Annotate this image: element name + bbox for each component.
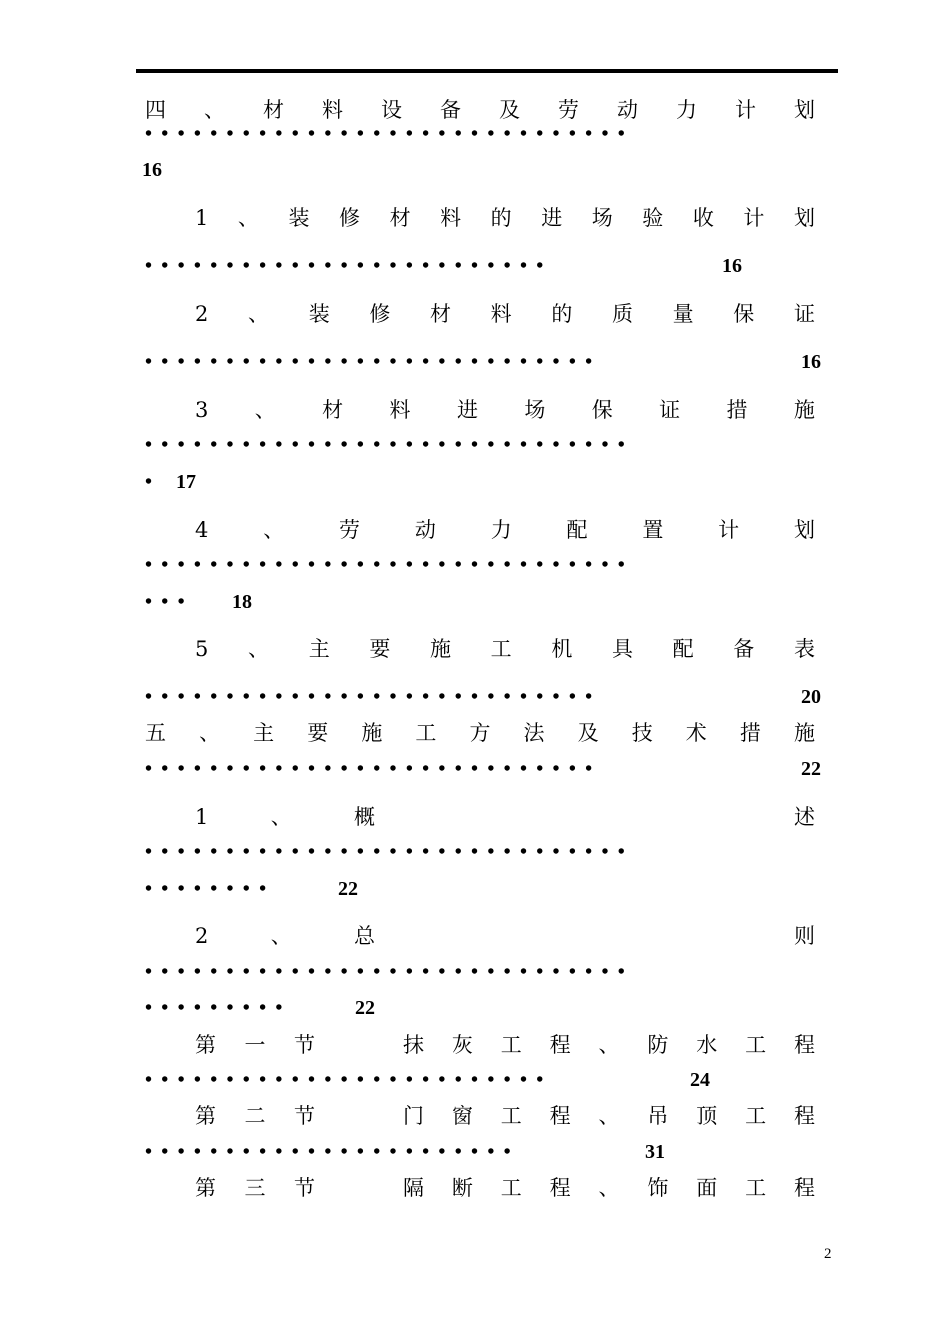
toc-entry-title: 第 一 节 抹 灰 工 程 、 防 水 工 程: [195, 1033, 815, 1057]
toc-entry-title: 四 、 材 料 设 备 及 劳 动 力 计 划: [145, 98, 815, 122]
toc-page-number: 31: [645, 1141, 665, 1163]
toc-leader-dots: •••••••••••••••••••••••••: [145, 255, 553, 277]
toc-entry-title: 1 、 装 修 材 料 的 进 场 验 收 计 划: [195, 206, 815, 230]
toc-leader-dots-continued: •••••••••: [145, 997, 292, 1019]
toc-entry-title: 2 、 装 修 材 料 的 质 量 保 证: [195, 302, 815, 326]
toc-entry-title: 第 三 节 隔 断 工 程 、 饰 面 工 程: [195, 1176, 815, 1200]
toc-leader-dots-continued: ••••••••: [145, 878, 276, 900]
toc-leader-dots: ••••••••••••••••••••••••••••••: [145, 123, 635, 145]
toc-entry-title: 2 、 总 则: [195, 924, 815, 948]
toc-page-number: 18: [232, 591, 252, 613]
toc-page-number: 16: [801, 351, 821, 373]
toc-leader-dots: •••••••••••••••••••••••••: [145, 1069, 553, 1091]
toc-leader-dots: •••••••••••••••••••••••: [145, 1141, 520, 1163]
toc-page-number: 16: [142, 159, 162, 181]
toc-entry-title: 第 二 节 门 窗 工 程 、 吊 顶 工 程: [195, 1104, 815, 1128]
toc-page-number: 17: [176, 471, 196, 493]
toc-page-number: 22: [338, 878, 358, 900]
toc-leader-dots-continued: •••: [145, 591, 194, 613]
toc-leader-dots: ••••••••••••••••••••••••••••••: [145, 961, 635, 983]
toc-leader-dots: ••••••••••••••••••••••••••••••: [145, 554, 635, 576]
page-number-footer: 2: [824, 1246, 832, 1262]
toc-leader-dots-continued: •: [145, 471, 153, 493]
header-rule: [136, 69, 838, 73]
toc-page-number: 22: [355, 997, 375, 1019]
toc-leader-dots: ••••••••••••••••••••••••••••: [145, 351, 602, 373]
toc-page-number: 22: [801, 758, 821, 780]
toc-page-number: 20: [801, 686, 821, 708]
toc-entry-title: 五 、 主 要 施 工 方 法 及 技 术 措 施: [145, 721, 815, 745]
toc-leader-dots: ••••••••••••••••••••••••••••••: [145, 841, 635, 863]
toc-leader-dots: ••••••••••••••••••••••••••••••: [145, 434, 635, 456]
toc-entry-title: 4 、 劳 动 力 配 置 计 划: [195, 518, 815, 542]
toc-entry-title: 3 、 材 料 进 场 保 证 措 施: [195, 398, 815, 422]
toc-entry-title: 5 、 主 要 施 工 机 具 配 备 表: [195, 637, 815, 661]
toc-entry-title: 1 、 概 述: [195, 805, 815, 829]
toc-page-number: 24: [690, 1069, 710, 1091]
toc-leader-dots: ••••••••••••••••••••••••••••: [145, 758, 602, 780]
toc-leader-dots: ••••••••••••••••••••••••••••: [145, 686, 602, 708]
toc-page-number: 16: [722, 255, 742, 277]
